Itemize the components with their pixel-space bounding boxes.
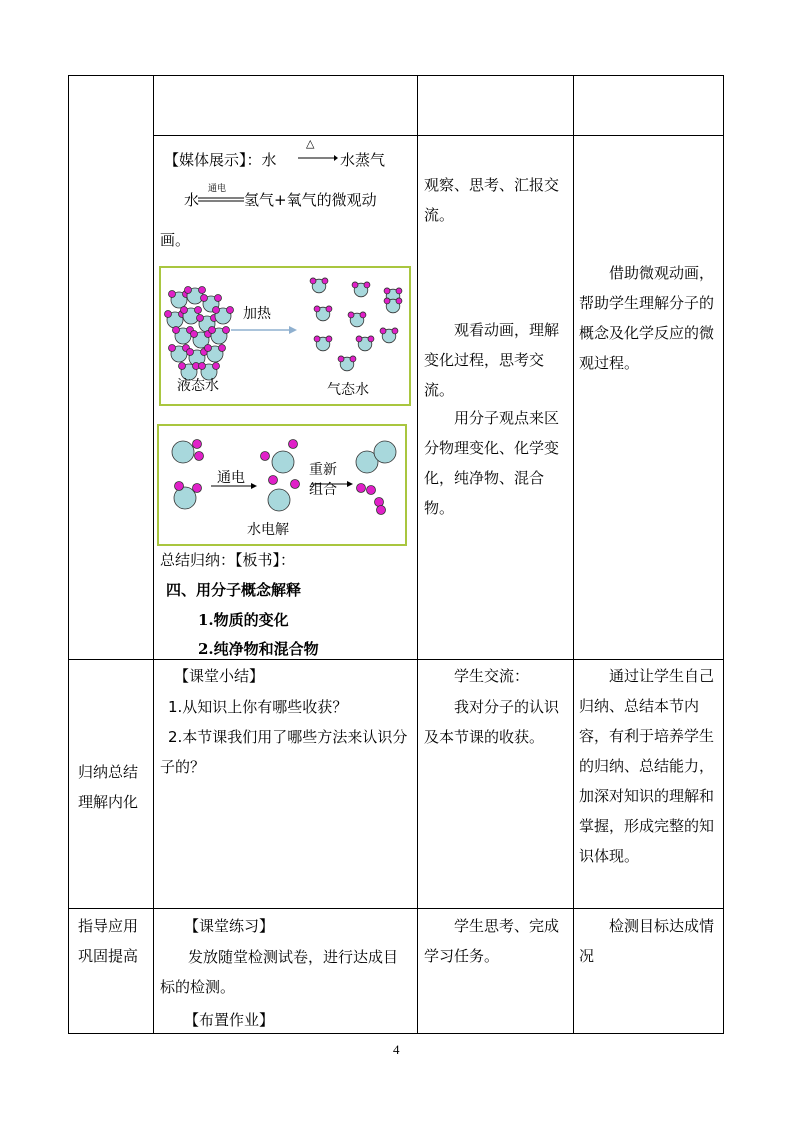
hydrogen-atom [261,452,270,461]
table-border-left [68,75,69,1034]
electrolysis-equals [198,196,244,206]
class-practice-title: 【课堂练习】 [184,917,275,935]
practice-text: 发放随堂检测试卷，进行达成目标的检测。 [160,948,399,996]
student-activity-3: 用分子观点来区分物理变化、化学变化，纯净物、混合物。 [424,409,560,517]
hydrogen-atom [310,278,316,284]
hydrogen-atom [193,440,202,449]
summary-item-2: 2.纯净物和混合物 [198,640,319,658]
page-number: 4 [393,1042,400,1057]
liquid-water-label: 液态水 [177,378,219,394]
hydrogen-atom [314,306,320,312]
hydrogen-atom [364,282,370,288]
hydrogen-atom [360,312,366,318]
hydrogen-atom [219,345,226,352]
hydrogen-atom [326,306,332,312]
vapor-text: 水蒸气 [340,151,386,169]
products-text: 氢气+氧气的微观动 [244,191,377,209]
hydrogen-atom [352,282,358,288]
table-rule-1 [153,135,724,136]
hydrogen-atom [356,336,362,342]
class-summary-title: 【课堂小结】 [174,667,265,685]
table-rule-2 [68,659,724,660]
diagram-electrolysis [157,424,407,546]
hydrogen-atom [169,345,176,352]
heat-arrow [298,146,338,166]
stage-application: 指导应用巩固提高 [78,917,139,965]
electrolysis-arrow-label: 通电 [217,470,245,486]
hydrogen-atom [338,356,344,362]
hydrogen-atom [175,482,184,491]
table-border-top [68,75,724,76]
hydrogen-atom [185,287,192,294]
electrolysis-symbol: 通电 [208,184,227,194]
table-rule-3 [68,908,724,909]
hydrogen-atom [368,336,374,342]
hydrogen-atom [209,327,216,334]
gas-water-label: 气态水 [327,382,369,398]
hydrogen-atom [173,327,180,334]
hydrogen-atom [169,291,176,298]
design-intent-1: 借助微观动画，帮助学生理解分子的概念及化学反应的微观过程。 [579,264,715,372]
hydrogen-atom [322,278,328,284]
hydrogen-atom [348,312,354,318]
hydrogen-atom [205,345,212,352]
hydrogen-atom [326,336,332,342]
water-text: 水 [184,191,200,209]
hydrogen-atom [314,336,320,342]
design-intent-3: 检测目标达成情况 [579,917,715,965]
hydrogen-atom [223,327,230,334]
media-label: 【媒体展示】：水 [164,151,277,169]
hydrogen-atom [197,315,204,322]
hydrogen-atom [289,440,298,449]
hydrogen-atom [199,363,206,370]
hydrogen-atom [195,452,204,461]
hydrogen-atom [181,307,188,314]
hydrogen-atom [193,484,202,493]
table-col-2 [417,75,418,1034]
media-line3: 画。 [160,231,191,249]
hydrogen-atom [199,287,206,294]
hydrogen-atom [375,498,384,507]
hydrogen-atom [392,328,398,334]
table-col-1 [153,75,154,1034]
summary-item-1: 1.物质的变化 [198,611,289,629]
recombine-label-b: 组合 [309,482,337,498]
hydrogen-atom [269,476,278,485]
student-activity-2: 观看动画，理解变化过程，思考交流。 [424,321,560,399]
summary-title: 总结归纳：【板书】： [160,551,296,569]
hydrogen-atom [350,356,356,362]
hydrogen-atom [187,349,194,356]
table-border-right [723,75,724,1034]
hydrogen-atom [213,363,220,370]
oxygen-atom [172,441,194,463]
hydrogen-atom [179,363,186,370]
hydrogen-atom [380,328,386,334]
stage-summary: 归纳总结理解内化 [78,763,139,811]
electrolysis-caption: 水电解 [247,522,289,538]
hydrogen-atom [384,288,390,294]
summary-question-1: 1.从知识上你有哪些收获？ [168,698,348,716]
student-activity-1: 观察、思考、汇报交流。 [424,176,560,224]
hydrogen-atom [367,486,376,495]
summary-heading: 四、用分子概念解释 [166,581,302,599]
hydrogen-atom [227,307,234,314]
diagram-heating [159,266,411,406]
table-border-bottom [68,1033,724,1034]
student-exchange-text: 我对分子的认识及本节课的收获。 [424,698,560,746]
hydrogen-atom [377,506,386,515]
oxygen-atom [272,451,294,473]
recombine-label-a: 重新 [309,462,337,478]
design-intent-2: 通过让学生自己归纳、总结本节内容，有利于培养学生的归纳、总结能力，加深对知识的理解和掌握，形成完整的知识体现。 [579,667,715,865]
table-col-3 [573,75,574,1034]
hydrogen-atom [195,307,202,314]
heating-arrow-label: 加热 [243,306,271,322]
hydrogen-atom [215,295,222,302]
hydrogen-atom [396,298,402,304]
hydrogen-atom [191,331,198,338]
student-exchange-title: 学生交流： [454,667,530,685]
summary-question-2: 2.本节课我们用了哪些方法来认识分子的？ [160,728,408,776]
hydrogen-atom [291,480,300,489]
hydrogen-atom [357,484,366,493]
oxygen-atom [374,441,396,463]
hydrogen-atom [201,295,208,302]
homework-title: 【布置作业】 [184,1011,275,1029]
hydrogen-atom [384,298,390,304]
hydrogen-atom [213,307,220,314]
student-task-text: 学生思考、完成学习任务。 [424,917,560,965]
hydrogen-atom [165,311,172,318]
hydrogen-atom [396,288,402,294]
oxygen-atom [268,489,290,511]
heat-symbol: △ [306,137,315,150]
